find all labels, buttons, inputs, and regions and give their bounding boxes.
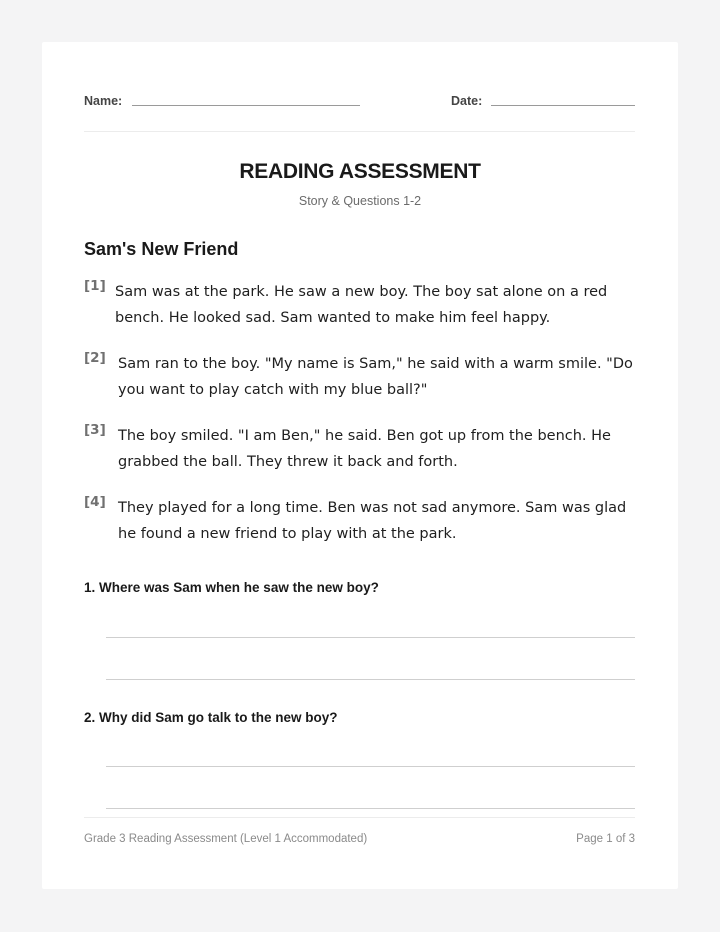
paragraph-text: The boy smiled. "I am Ben," he said. Ben got up from the bench. He grabbed the ball. They threw it back and forth.: [118, 428, 611, 470]
student-info-header: [84, 94, 635, 114]
story-paragraph: [84, 278, 636, 330]
header-divider: [84, 131, 635, 132]
footer-course-label: Grade 3 Reading Assessment (Level 1 Accommodated): [84, 833, 368, 845]
date-label: Date:: [451, 94, 483, 108]
story-paragraph: [84, 422, 636, 474]
name-label: Name:: [84, 94, 123, 108]
answer-line[interactable]: [106, 679, 635, 680]
paragraph-text: Sam ran to the boy. "My name is Sam," he said with a warm smile. "Do you want to play catch with my blue ball?": [118, 356, 633, 398]
story-paragraph: [84, 494, 636, 546]
footer-divider: [84, 817, 635, 818]
page-subtitle: Story & Questions 1-2: [298, 194, 422, 208]
paragraph-number: [4]: [84, 494, 106, 510]
answer-line[interactable]: [106, 637, 635, 638]
story-title: Sam's New Friend: [84, 239, 239, 259]
question-2: 2. Why did Sam go talk to the new boy?: [84, 710, 338, 725]
paragraph-number: [1]: [84, 278, 106, 294]
answer-line[interactable]: [106, 808, 635, 809]
question-1: 1. Where was Sam when he saw the new boy?: [84, 580, 379, 595]
date-write-line[interactable]: [491, 105, 635, 106]
name-write-line[interactable]: [132, 105, 360, 106]
paragraph-text: They played for a long time. Ben was not sad anymore. Sam was glad he found a new friend to play with at the park.: [118, 500, 627, 542]
story-paragraph: [84, 350, 636, 402]
paragraph-number: [3]: [84, 422, 106, 438]
worksheet-page: [42, 42, 678, 889]
paragraph-text: Sam was at the park. He saw a new boy. The boy sat alone on a red bench. He looked sad. Sam wanted to make him feel happy.: [115, 284, 608, 326]
answer-line[interactable]: [106, 766, 635, 767]
footer-page-number: Page 1 of 3: [576, 833, 635, 845]
page-title: READING ASSESSMENT: [239, 160, 481, 183]
paragraph-number: [2]: [84, 350, 106, 366]
